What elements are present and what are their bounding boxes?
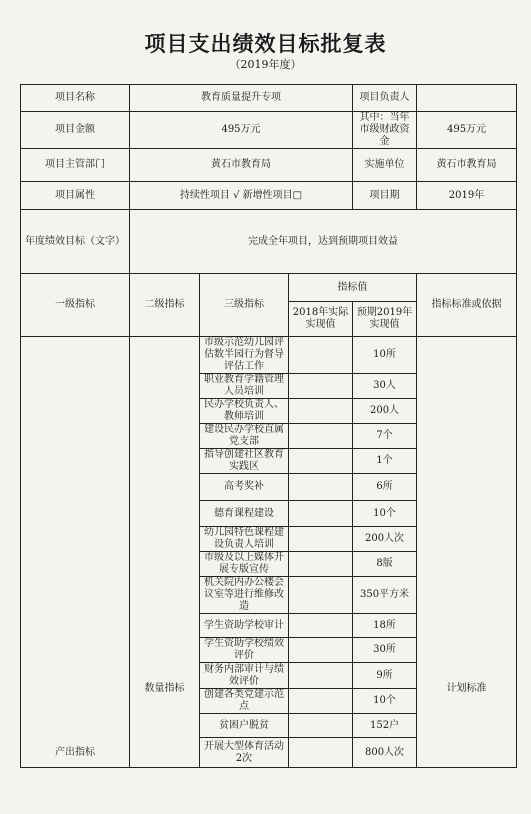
level3-indicator-name: 贫困户脱贫 [200, 714, 289, 738]
actual-2018-value [289, 738, 353, 768]
expected-2019-value: 6所 [353, 474, 417, 501]
actual-2018-value [289, 399, 353, 424]
level3-indicator-name: 财务内部审计与绩效评价 [200, 663, 289, 689]
level3-indicator-name: 学生资助学校审计 [200, 614, 289, 638]
header-indicator-value: 指标值 [289, 274, 417, 302]
level3-indicator-name: 职业教育学籍管理人员培训 [200, 374, 289, 399]
header-level3: 三级指标 [200, 274, 289, 337]
label-implementer: 实施单位 [353, 149, 417, 182]
level3-indicator-name: 市级及以上媒体开展专版宣传 [200, 552, 289, 577]
level3-indicator-name: 创建各类党建示范点 [200, 689, 289, 714]
actual-2018-value [289, 501, 353, 527]
value-project-name: 教育质量提升专项 [130, 85, 353, 112]
expected-2019-value: 10个 [353, 501, 417, 527]
expected-2019-value: 200人次 [353, 527, 417, 552]
standard-basis: 计划标准 [417, 337, 517, 768]
level3-indicator-name: 学生资助学校绩效评价 [200, 638, 289, 663]
header-level1: 一级指标 [21, 274, 130, 337]
level3-indicator-name: 高考奖补 [200, 474, 289, 501]
row-annual-goal [21, 210, 517, 274]
row-project-amount [21, 112, 517, 149]
level2-indicator: 数量指标 [130, 337, 200, 768]
label-department: 项目主管部门 [21, 149, 130, 182]
level3-indicator-name: 民办学校负责人、教师培训 [200, 399, 289, 424]
label-project-amount: 项目金额 [21, 112, 130, 149]
actual-2018-value [289, 614, 353, 638]
value-annual-goal: 完成全年项目，达到预期项目效益 [130, 210, 517, 274]
level3-indicator-name: 开展大型体育活动2次 [200, 738, 289, 768]
value-department: 黄石市教育局 [130, 149, 353, 182]
value-attributes: 持续性项目 √ 新增性项目□ [130, 182, 353, 210]
header-level2: 二级指标 [130, 274, 200, 337]
label-project-owner: 项目负责人 [353, 85, 417, 112]
value-project-amount: 495万元 [130, 112, 353, 149]
value-project-owner [417, 85, 517, 112]
value-fiscal-funds: 495万元 [417, 112, 517, 149]
actual-2018-value [289, 663, 353, 689]
actual-2018-value [289, 552, 353, 577]
row-attributes [21, 182, 517, 210]
expected-2019-value: 8版 [353, 552, 417, 577]
label-period: 项目期 [353, 182, 417, 210]
expected-2019-value: 10个 [353, 689, 417, 714]
expected-2019-value: 1个 [353, 449, 417, 474]
actual-2018-value [289, 689, 353, 714]
value-period: 2019年 [417, 182, 517, 210]
actual-2018-value [289, 714, 353, 738]
row-project-name [21, 85, 517, 112]
level3-indicator-name: 指导创建社区教育实践区 [200, 449, 289, 474]
expected-2019-value: 9所 [353, 663, 417, 689]
performance-table [20, 84, 517, 768]
actual-2018-value [289, 374, 353, 399]
table-row [21, 337, 517, 374]
expected-2019-value: 800人次 [353, 738, 417, 768]
expected-2019-value: 10所 [353, 337, 417, 374]
expected-2019-value: 152户 [353, 714, 417, 738]
page-title: 项目支出绩效目标批复表 [144, 31, 387, 56]
actual-2018-value [289, 577, 353, 614]
header-standard: 指标标准或依据 [417, 274, 517, 337]
expected-2019-value: 7个 [353, 424, 417, 449]
header-expected-2019: 预期2019年实现值 [353, 302, 417, 337]
header-row-1 [21, 274, 517, 302]
actual-2018-value [289, 424, 353, 449]
value-implementer: 黄石市教育局 [417, 149, 517, 182]
label-project-name: 项目名称 [21, 85, 130, 112]
actual-2018-value [289, 527, 353, 552]
level3-indicator-name: 德育课程建设 [200, 501, 289, 527]
actual-2018-value [289, 449, 353, 474]
expected-2019-value: 18所 [353, 614, 417, 638]
label-fiscal-funds: 其中：当年市级财政资金 [353, 112, 417, 149]
expected-2019-value: 30人 [353, 374, 417, 399]
row-department [21, 149, 517, 182]
level3-indicator-name: 机关院内办公楼会议室等进行维修改造 [200, 577, 289, 614]
actual-2018-value [289, 474, 353, 501]
expected-2019-value: 30所 [353, 638, 417, 663]
actual-2018-value [289, 337, 353, 374]
level1-indicator: 产出指标 [21, 337, 130, 768]
page-subtitle-year: （2019年度） [229, 58, 302, 71]
label-attributes: 项目属性 [21, 182, 130, 210]
label-annual-goal: 年度绩效目标（文字） [21, 210, 130, 274]
header-actual-2018: 2018年实际实现值 [289, 302, 353, 337]
expected-2019-value: 350平方米 [353, 577, 417, 614]
level3-indicator-name: 市级示范幼儿园评估数半园行为督导评估工作 [200, 337, 289, 374]
actual-2018-value [289, 638, 353, 663]
level3-indicator-name: 建设民办学校直属党支部 [200, 424, 289, 449]
level3-indicator-name: 幼儿园特色课程建设负责人培训 [200, 527, 289, 552]
expected-2019-value: 200人 [353, 399, 417, 424]
